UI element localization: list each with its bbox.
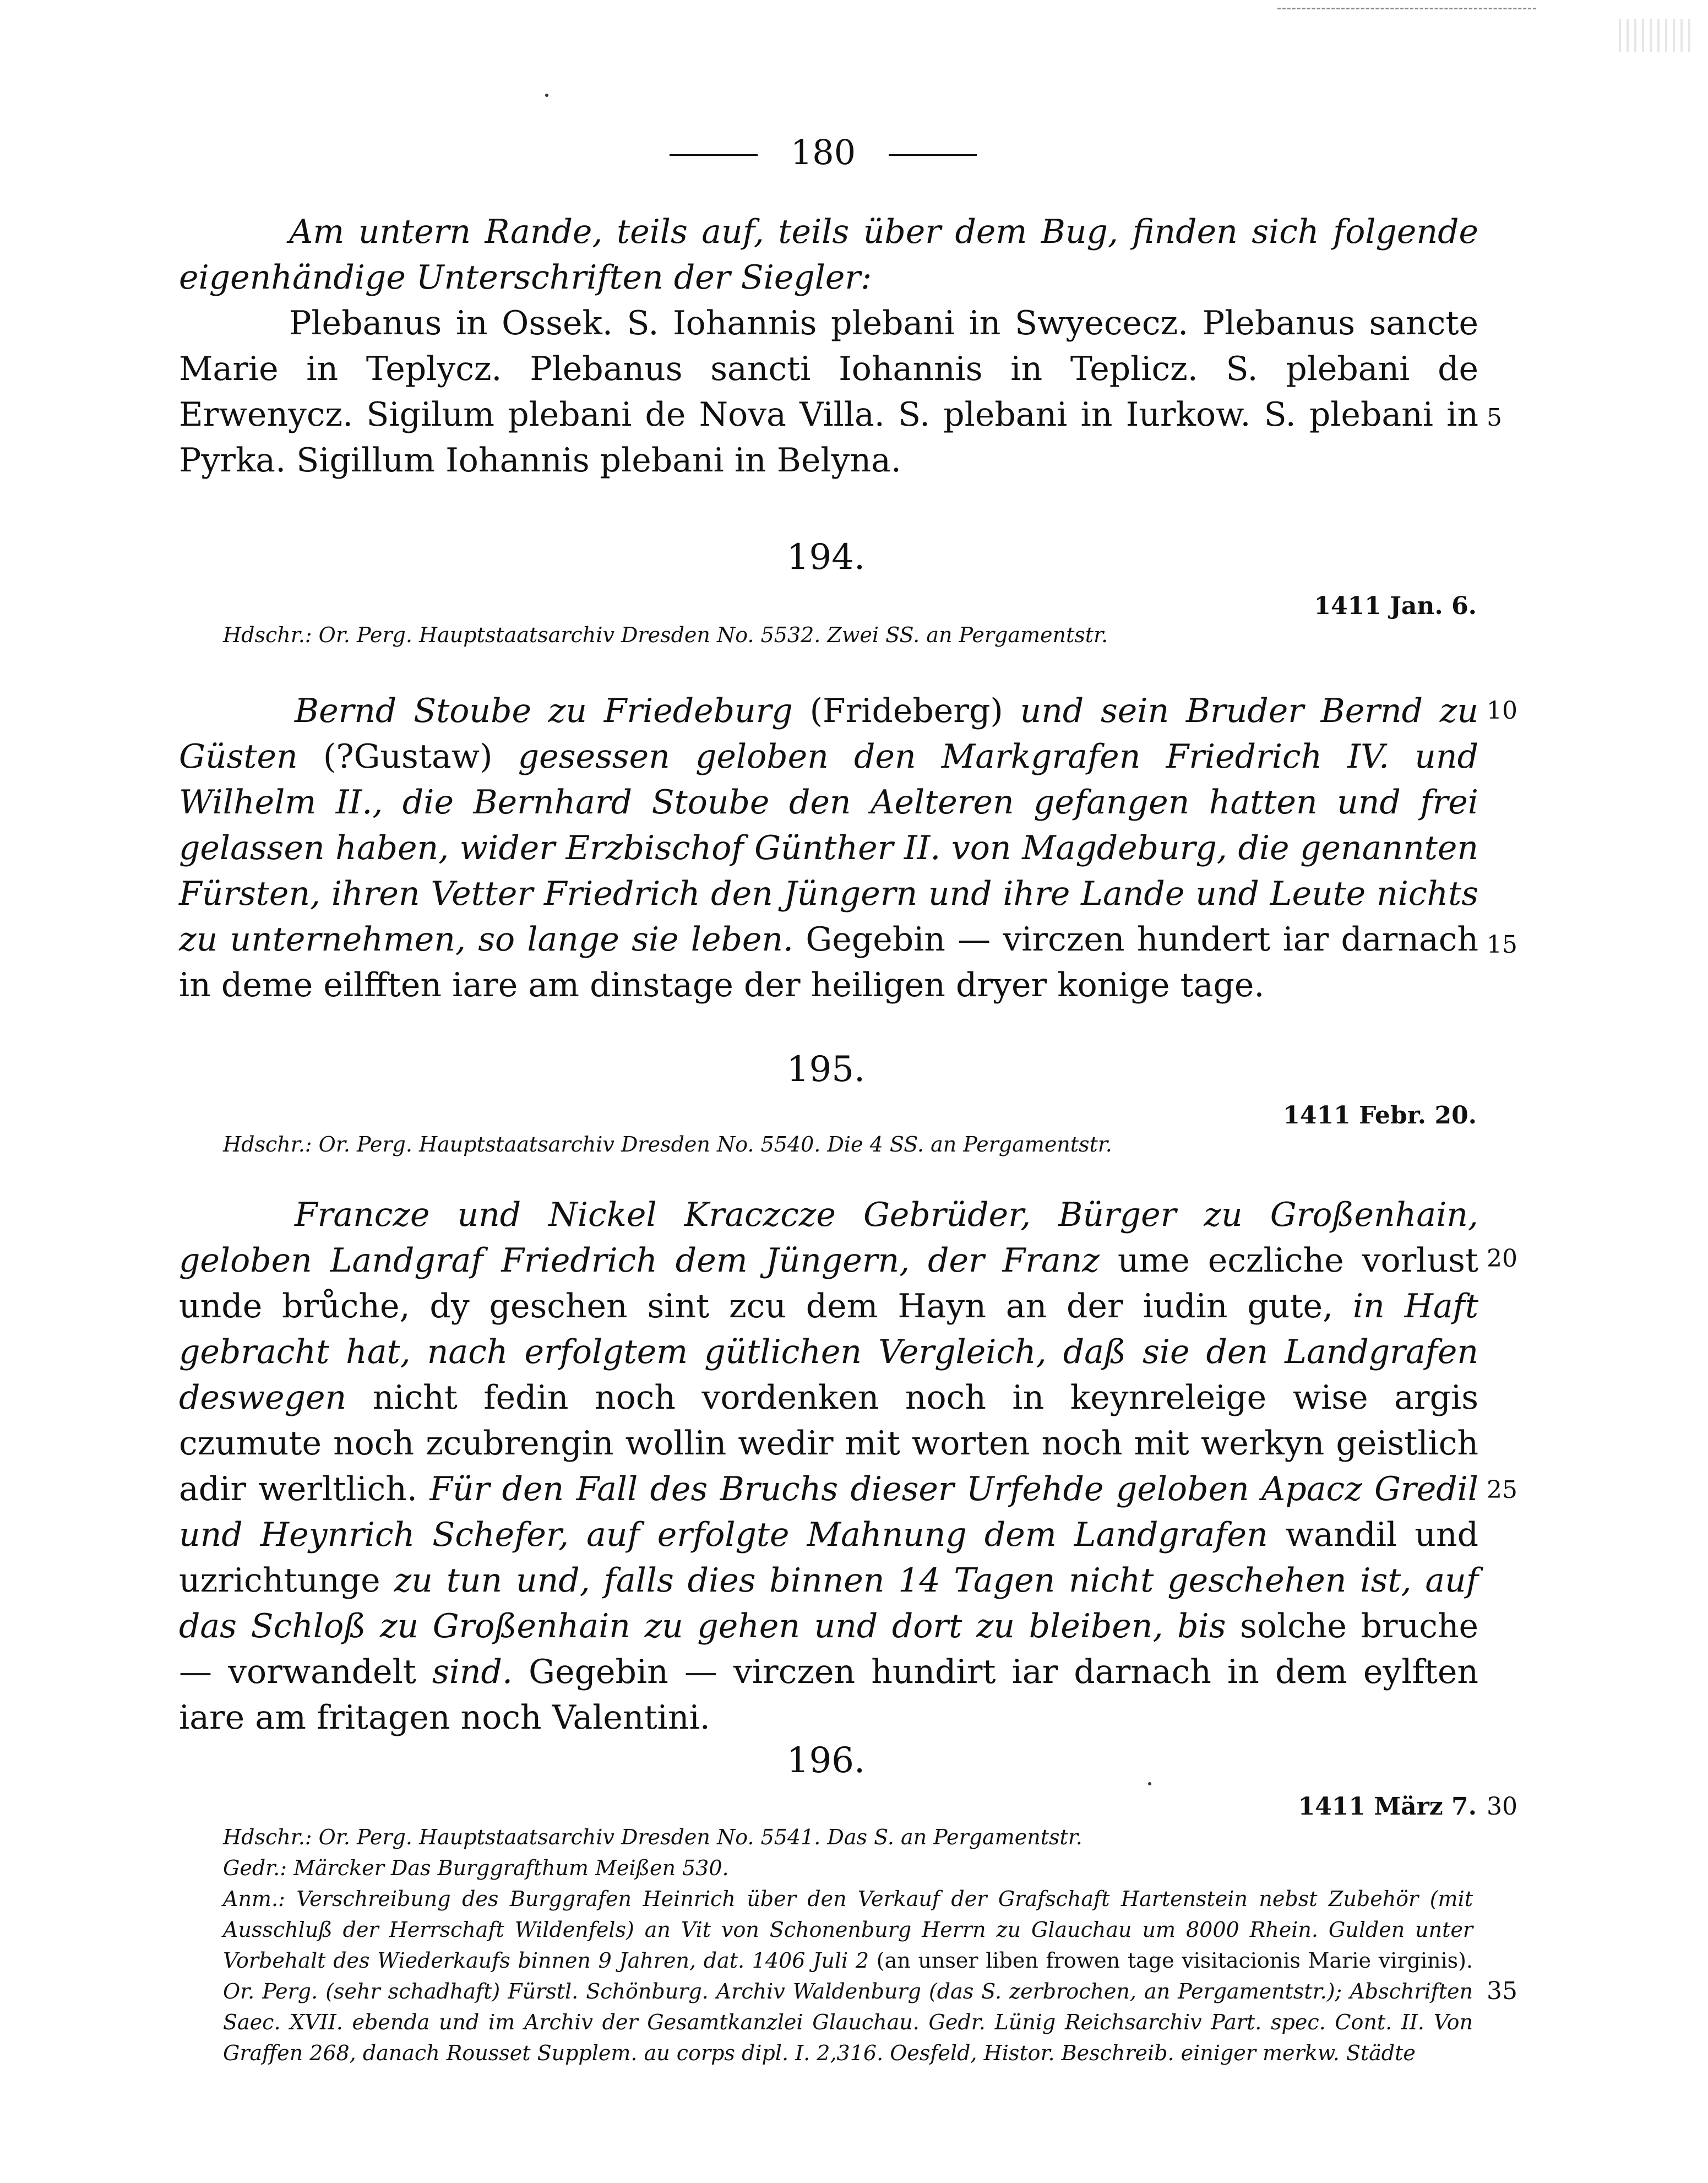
regest-summary-segment: zu tun und, falls dies binnen 14 Tagen nicht geschehen ist, auf das Schloß zu Großenhain zu gehen und dort zu bleiben, bis	[179, 1561, 1478, 1646]
regest-summary-segment: Francze und Nickel Kraczcze Gebrüder, Bürger zu Großenhain, geloben Landgraf Friedrich dem Jüngern, der Franz	[179, 1196, 1478, 1280]
line-number: 30	[1487, 1793, 1517, 1821]
quoted-source-segment: ume eczliche vorlust unde brůche, dy geschen sint zcu dem Hayn an der iudin gute,	[179, 1241, 1479, 1326]
quoted-source-segment: (?Gustaw)	[323, 737, 518, 776]
quoted-source-segment: solche bruche — vorwandelt	[179, 1607, 1478, 1691]
line-number: 25	[1487, 1476, 1517, 1504]
scan-artifact	[1277, 8, 1536, 9]
continuation-intro: Am untern Rande, teils auf, teils über dem Bug, finden sich folgende eigenhändige Unterschriften der Siegler:	[179, 213, 1478, 297]
document-number: 194.	[786, 537, 866, 578]
scan-speck	[1148, 1782, 1151, 1785]
line-number: 35	[1487, 1977, 1517, 2005]
scan-artifact	[1619, 19, 1696, 52]
document-date: 1411 Febr. 20.	[1283, 1101, 1477, 1129]
remark-note: Anm.: Verschreibung des Burggrafen Heinrich über den Verkauf der Grafschaft Hartenstein nebst Zubehör (mit Ausschluß der Herrschaft Wildenfels) an Vit von Schonenburg Herrn zu Glauchau um 8000 Rhein. Gulden unter Vorbehalt des Wiederkaufs binnen 9 Jahren, dat. 1406 Juli 2 (an unser liben frowen tage visitacionis Marie virginis). Or. Perg. (sehr schadhaft) Fürstl. Schönburg. Archiv Waldenburg (das S. zerbrochen, an Pergamentstr.); Abschriften Saec. XVII. ebenda und im Archiv der Gesamtkanzlei Glauchau. Gedr. Lünig Reichsarchiv Part. spec. Cont. II. Von Graffen 268, danach Rousset Supplem. au corps dipl. I. 2,316. Oesfeld, Histor. Beschreib. einiger merkw. Städte	[223, 1887, 1473, 2065]
regest-summary-segment: Für den Fall des Bruchs dieser Urfehde geloben Apacz Gredil und Heynrich Schefer, auf erfolgte Mahnung dem Landgrafen	[179, 1470, 1478, 1554]
document-date: 1411 Jan. 6.	[1314, 592, 1477, 620]
quoted-source-segment: (Frideberg)	[809, 692, 1020, 730]
line-number: 10	[1487, 697, 1517, 725]
regest-summary-segment: Bernd Stoube zu Friedeburg	[295, 692, 810, 730]
continuation-text	[179, 209, 1478, 484]
line-number: 15	[1487, 931, 1517, 959]
regest-summary-segment: sind.	[432, 1653, 529, 1691]
regest-summary-segment: und sein Bruder Bernd zu Güsten	[179, 692, 1478, 776]
apparatus-notes	[223, 1822, 1473, 2068]
regest-paragraph	[179, 1192, 1478, 1741]
continuation-signatures: Plebanus in Ossek. S. Iohannis plebani in Swyececz. Plebanus sancte Marie in Teplycz. Plebanus sancti Iohannis in Teplicz. S. plebani de Erwenycz. Sigilum plebani de Nova Villa. S. plebani in Iurkow. S. plebani in Pyrka. Sigillum Iohannis plebani in Belyna.	[179, 304, 1478, 480]
regest-text	[179, 1192, 1478, 1741]
document-date: 1411 März 7.	[1298, 1793, 1477, 1821]
regest-summary-segment: gesessen geloben den Markgrafen Friedrich IV. und Wilhelm II., die Bernhard Stoube den Aelteren gefangen hatten und frei gelassen haben, wider Erzbischof Günther II. von Magdeburg, die genannten Fürsten, ihren Vetter Friedrich den Jüngern und ihre Lande und Leute nichts zu unternehmen, so lange sie leben.	[179, 737, 1478, 959]
page-number: 180	[0, 132, 1646, 172]
source-note: Hdschr.: Or. Perg. Hauptstaatsarchiv Dresden No. 5532. Zwei SS. an Pergamentstr.	[223, 623, 1108, 647]
source-note: Hdschr.: Or. Perg. Hauptstaatsarchiv Dresden No. 5541. Das S. an Pergamentstr.	[223, 1825, 1083, 1849]
line-number: 20	[1487, 1245, 1517, 1273]
source-note: Hdschr.: Or. Perg. Hauptstaatsarchiv Dresden No. 5540. Die 4 SS. an Pergamentstr.	[223, 1132, 1112, 1156]
regest-paragraph	[179, 688, 1478, 1008]
quoted-source-segment: Gegebin — virczen hundert iar darnach in deme eilfften iare am dinstage der heiligen dryer konige tage.	[179, 920, 1479, 1004]
quoted-source-segment: wandil und uzrichtunge	[179, 1516, 1479, 1600]
document-number: 195.	[786, 1049, 866, 1090]
regest-text	[179, 688, 1478, 1008]
quoted-source-segment: nicht fedin noch vordenken noch in keynreleige wise argis czumute noch zcubrengin wollin wedir mit worten noch mit werkyn geistlich adir werltlich.	[179, 1378, 1478, 1508]
print-note: Gedr.: Märcker Das Burggrafthum Meißen 530.	[223, 1856, 729, 1880]
document-number: 196.	[786, 1740, 866, 1781]
regest-summary-segment: in Haft gebracht hat, nach erfolgtem gütlichen Vergleich, daß sie den Landgrafen deswegen	[179, 1287, 1478, 1417]
scan-speck	[545, 94, 548, 97]
quoted-source-segment: Gegebin — virczen hundirt iar darnach in dem eylften iare am fritagen noch Valentini.	[179, 1653, 1478, 1737]
line-number: 5	[1487, 404, 1502, 432]
